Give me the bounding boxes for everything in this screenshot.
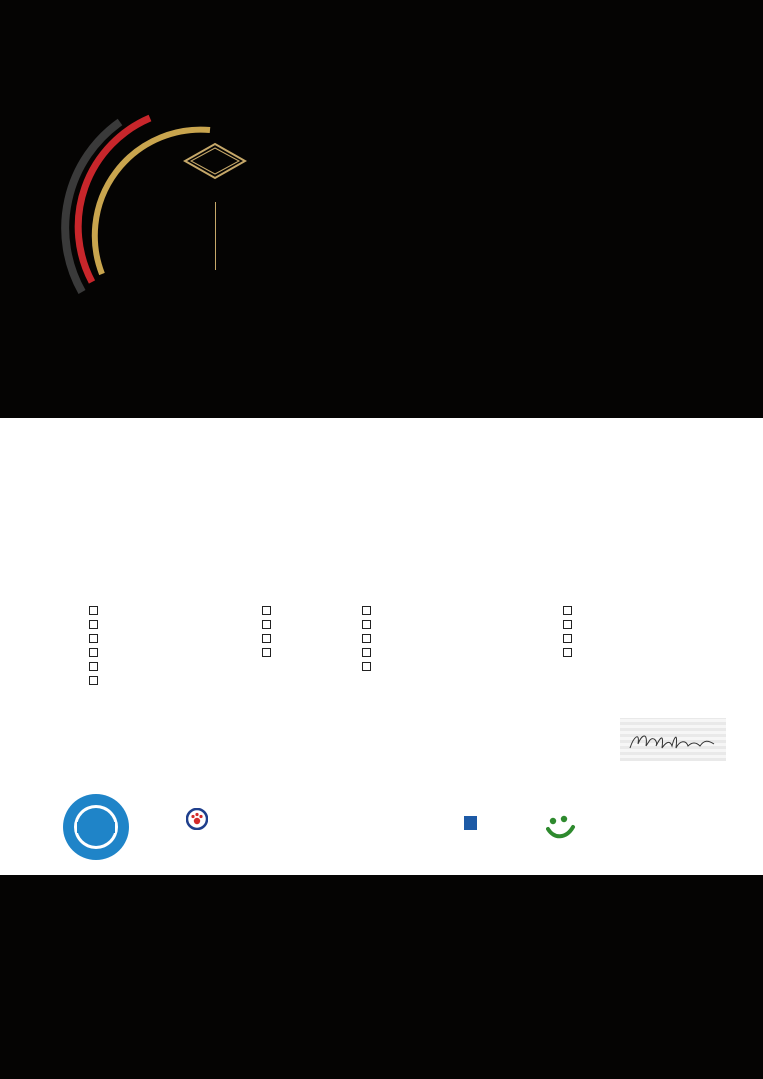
agria-badge (464, 816, 477, 830)
judge-signature (620, 718, 726, 761)
titel-option (563, 603, 582, 617)
checkbox (89, 648, 98, 657)
formwert-option (89, 659, 108, 673)
tagestitel-option (362, 645, 381, 659)
tagestitel-heading (362, 580, 381, 594)
tagestitel-option (362, 603, 381, 617)
formwert-option (89, 617, 108, 631)
flag-arcs-logo (40, 104, 220, 304)
footer-banner (0, 875, 763, 1079)
formwert-option (89, 603, 108, 617)
brand-divider (215, 202, 216, 270)
checkbox (262, 606, 271, 615)
tagestitel-option (362, 659, 381, 673)
checkbox (563, 620, 572, 629)
tagestitel-option (362, 631, 381, 645)
checkbox (262, 634, 271, 643)
platz-option (262, 603, 281, 617)
checkbox (362, 662, 371, 671)
checkbox (563, 606, 572, 615)
platz-option (262, 631, 281, 645)
platz-section (262, 580, 281, 659)
formwert-option (89, 631, 108, 645)
formwert-section (89, 580, 108, 687)
tagestitel-option (362, 617, 381, 631)
certificate-body (0, 418, 763, 875)
platz-option (262, 617, 281, 631)
titel-option (563, 631, 582, 645)
titel-section (563, 580, 582, 659)
checkbox (362, 648, 371, 657)
checkbox (89, 676, 98, 685)
checkbox (89, 662, 98, 671)
titel-option (563, 617, 582, 631)
checkbox (89, 620, 98, 629)
vdh-diamond-logo (183, 142, 247, 180)
paw-icon (186, 808, 208, 830)
tagestitel-section (362, 580, 381, 673)
checkbox (362, 606, 371, 615)
formwert-option (89, 645, 108, 659)
formwert-option (89, 673, 108, 687)
checkbox (362, 634, 371, 643)
platz-option (262, 645, 281, 659)
header-banner (0, 0, 763, 418)
formwert-heading (89, 580, 108, 594)
checkbox (362, 620, 371, 629)
fressnapf-smile-icon (546, 815, 576, 841)
checkbox (89, 634, 98, 643)
titel-heading (563, 580, 582, 594)
checkbox (563, 634, 572, 643)
signature-icon (620, 718, 726, 761)
checkbox (563, 648, 572, 657)
fci-logo (62, 793, 130, 861)
checkbox (262, 620, 271, 629)
platz-heading (262, 580, 281, 594)
checkbox (262, 648, 271, 657)
checkbox (89, 606, 98, 615)
titel-option (563, 645, 582, 659)
